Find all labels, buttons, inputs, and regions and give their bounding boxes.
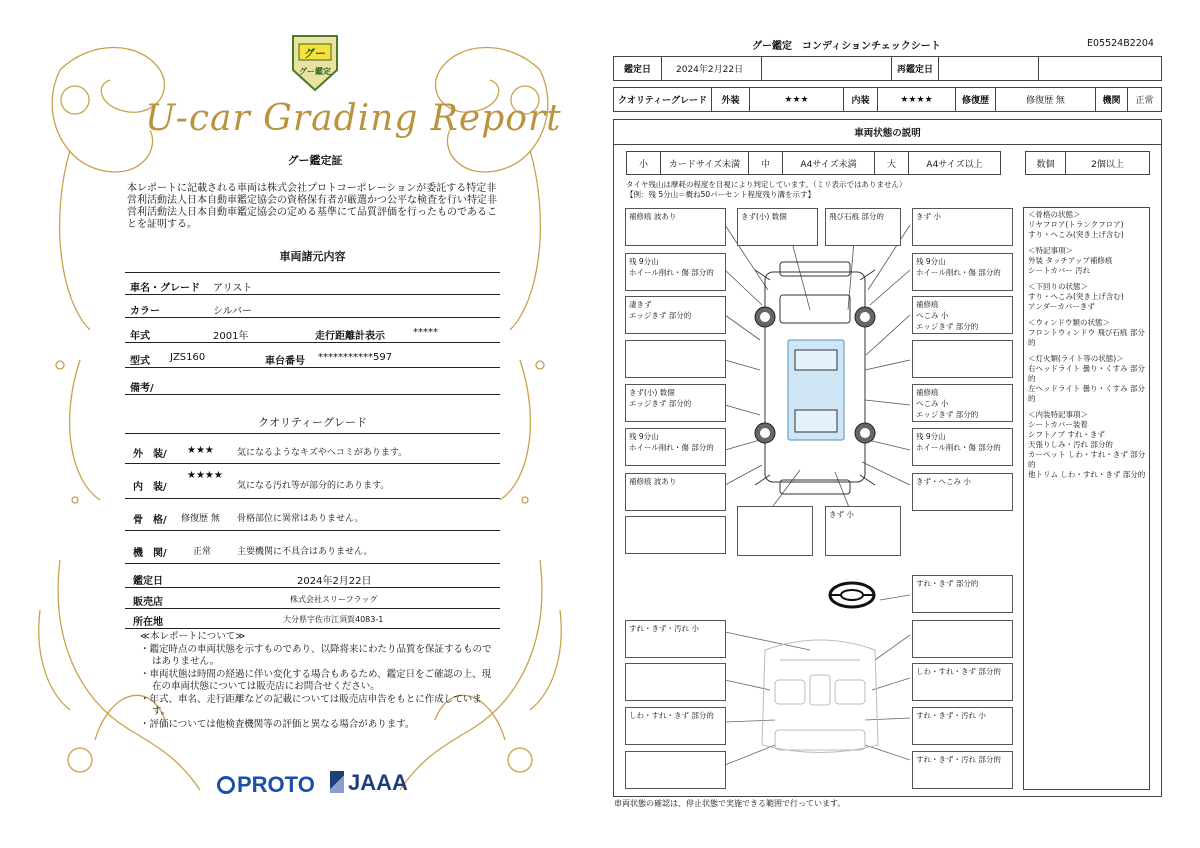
proto-logo-text: PROTO — [237, 772, 315, 797]
script-title: U-car Grading Report — [145, 98, 562, 139]
spec-value: ***** — [413, 327, 438, 338]
ext-value: ★★★ — [750, 88, 844, 111]
damage-label — [737, 506, 813, 556]
spec-row-color — [125, 296, 500, 318]
size-large-desc: A4サイズ以上 — [926, 159, 983, 170]
side-note: ＜下回りの状態＞ すり・へこみ(突き上げ含む) アンダーカバーきず — [1028, 282, 1124, 311]
spec-value: 2001年 — [213, 331, 249, 342]
spec-row-name — [125, 272, 500, 295]
footer-row-shop — [125, 589, 500, 609]
size-mid-desc: A4サイズ未満 — [783, 152, 875, 174]
date-table — [613, 56, 1162, 81]
jaaa-mark-icon — [330, 771, 344, 793]
quality-grade: ★★★ — [187, 445, 214, 456]
engine-value: 正常 — [1135, 96, 1154, 106]
spec-label: 車名・グレード — [130, 283, 200, 294]
side-note: ＜特記事項＞ 外装 タッチアップ補修痕 シートカバー 汚れ — [1028, 246, 1113, 275]
spec-row-remarks — [125, 373, 500, 395]
interior-label — [625, 663, 726, 701]
quality-desc: 骨格部位に異常はありません。 — [237, 514, 364, 524]
quality-desc: 気になる汚れ等が部分的にあります。 — [237, 481, 390, 491]
footer-label: 鑑定日 — [133, 576, 163, 587]
grade-label: クオリティーグレード — [614, 88, 712, 111]
note-item: ・評価については他検査機関等の評価と異なる場合があります。 — [140, 718, 415, 730]
footer-note: 車両状態の確認は、停止状態で実施できる範囲で行っています。 — [614, 799, 846, 808]
interior-label: しわ・すれ・きず 部分的 — [912, 663, 1013, 701]
footer-row-date — [125, 567, 500, 588]
size-large: 大 — [875, 152, 909, 174]
report-notes — [140, 631, 500, 731]
quality-grade: 修復歴 無 — [181, 514, 220, 524]
quality-row-interior — [125, 468, 500, 499]
count-label: 数個 — [1026, 152, 1066, 174]
spec-row-model — [125, 346, 500, 368]
tire-note — [626, 180, 907, 200]
quality-row-engine — [125, 535, 500, 564]
footer-label: 販売店 — [133, 597, 163, 608]
sheet-title: グー鑑定 コンディションチェックシート — [752, 41, 941, 52]
spec-label: 走行距離計表示 — [315, 331, 385, 342]
damage-label: 残 9分山 ホイール削れ・傷 部分的 — [912, 428, 1013, 466]
spec-value: JZS160 — [170, 352, 206, 363]
damage-label: 補修痕 波あり — [625, 473, 726, 511]
desc-heading: 車両状態の説明 — [614, 120, 1161, 145]
interior-label — [625, 751, 726, 789]
size-legend — [626, 151, 1001, 175]
repair-label: 修復歴 — [956, 88, 996, 111]
cert-title: グー鑑定証 — [287, 154, 343, 167]
damage-label — [625, 516, 726, 554]
quality-label: 骨 格/ — [133, 515, 167, 526]
interior-label: すれ・きず 部分的 — [912, 575, 1013, 613]
ext-label: 外装 — [712, 88, 750, 111]
spec-label: 年式 — [130, 331, 150, 342]
spec-row-year — [125, 321, 500, 343]
note-item: ・車両状態は時間の経過に伴い変化する場合もあるため、鑑定日をご確認の上、現在の車両状態については販売店にお問合せください。 — [140, 668, 492, 692]
damage-label: 凄きず エッジきず 部分的 — [625, 296, 726, 334]
grade-table — [613, 87, 1162, 112]
engine-label: 機関 — [1096, 88, 1128, 111]
damage-label: きず 小 — [912, 208, 1013, 246]
count-legend — [1025, 151, 1150, 175]
interior-label: すれ・きず・汚れ 部分的 — [912, 751, 1013, 789]
spec-value: シルバー — [213, 306, 253, 317]
size-small-desc: カードサイズ未満 — [661, 152, 749, 174]
damage-label: 残 9分山 ホイール削れ・傷 部分的 — [625, 428, 726, 466]
side-note: ＜ウィンドウ類の状態＞ フロントウィンドウ 飛び石痕 部分的 — [1028, 318, 1145, 347]
size-mid: 中 — [749, 152, 783, 174]
side-notes — [1028, 210, 1152, 785]
damage-label: 残 9分山 ホイール削れ・傷 部分的 — [912, 253, 1013, 291]
damage-label — [912, 340, 1013, 378]
damage-label: 補修痕 へこみ 小 エッジきず 部分的 — [912, 296, 1013, 334]
quality-label: 機 関/ — [133, 548, 167, 559]
goo-kantei-badge-icon — [285, 30, 345, 94]
note-item: ・年式、車名、走行距離などの記載については販売店申告をもとに作成しています。 — [140, 693, 482, 717]
spec-label: 車台番号 — [265, 356, 305, 367]
jaaa-logo-text: JAAA — [348, 770, 408, 795]
cert-body: 本レポートに記載される車両は株式会社プロトコーポレーションが委託する特定非営利活動法人日本自動車鑑定協会の資格保有者が厳選かつ公平な検査を行い特定非営利活動法人日本自動車鑑定協会の定める基準にて品質評価を行ったものであることを証明する。 — [127, 183, 497, 230]
repair-value: 修復歴 無 — [996, 88, 1096, 111]
damage-label — [625, 340, 726, 378]
side-note: ＜内装特記事項＞ シートカバー装着 シフトノブ すれ・きず 天張りしみ・汚れ 部分的 カーペット しわ・すれ・きず 部分的 他トリム しわ・すれ・きず 部分的 — [1028, 410, 1146, 479]
redate-label: 再鑑定日 — [892, 57, 939, 80]
footer-value: 大分県宇佐市江須賀4083-1 — [283, 615, 384, 624]
side-note: ＜骨格の状態＞ リヤフロア(トランクフロア) すり・へこみ(突き上げ含む) — [1028, 210, 1124, 239]
quality-row-exterior — [125, 437, 500, 464]
damage-label: きず(小) 数個 エッジきず 部分的 — [625, 384, 726, 422]
count-value: 2個以上 — [1091, 159, 1124, 170]
badge-text: グー鑑定 — [299, 67, 331, 76]
interior-label — [912, 620, 1013, 658]
tire-note-line: 【例：残 5分山＝概ね50パーセント程度残り溝を示す】 — [626, 190, 816, 199]
interior-label: しわ・すれ・きず 部分的 — [625, 707, 726, 745]
proto-mark-icon — [217, 776, 235, 794]
quality-grade: 正常 — [193, 547, 212, 557]
date-label: 鑑定日 — [614, 57, 662, 80]
spec-label: 型式 — [130, 356, 150, 367]
spec-heading: 車両諸元内容 — [279, 250, 346, 263]
quality-row-frame — [125, 502, 500, 531]
footer-value: 株式会社スリーフラッグ — [290, 595, 378, 604]
proto-logo — [217, 772, 315, 798]
int-label: 内装 — [844, 88, 878, 111]
spec-label: 備考/ — [130, 383, 154, 394]
quality-grade: ★★★★ — [187, 470, 223, 481]
damage-label: 補修痕 へこみ 小 エッジきず 部分的 — [912, 384, 1013, 422]
footer-value: 2024年2月22日 — [297, 576, 372, 587]
jaaa-logo — [330, 770, 408, 796]
spec-label: カラー — [130, 306, 160, 317]
quality-label: 内 装/ — [133, 482, 167, 493]
svg-text:グー: グー — [304, 47, 326, 60]
size-small: 小 — [627, 152, 661, 174]
quality-label: 外 装/ — [133, 449, 167, 460]
int-value: ★★★★ — [878, 88, 956, 111]
damage-label: きず(小) 数個 — [737, 208, 818, 246]
date-value: 2024年2月22日 — [662, 57, 762, 80]
interior-label: すれ・きず・汚れ 小 — [912, 707, 1013, 745]
steering-wheel-icon — [830, 583, 874, 607]
damage-label: 飛び石痕 部分的 — [825, 208, 901, 246]
damage-label: 残 9分山 ホイール削れ・傷 部分的 — [625, 253, 726, 291]
sheet-id: E05524B2204 — [1087, 38, 1154, 49]
side-note: ＜灯火類(ライト等の状態)＞ 右ヘッドライト 曇り・くすみ 部分的 左ヘッドライト 曇り・くすみ 部分的 — [1028, 354, 1146, 403]
note-item: ・鑑定時点の車両状態を示すものであり、以降将来にわたり品質を保証するものではありません。 — [140, 643, 492, 667]
quality-desc: 主要機関に不具合はありません。 — [237, 547, 373, 557]
footer-row-address — [125, 609, 500, 629]
spec-value: アリスト — [213, 283, 253, 294]
notes-title: ≪本レポートについて≫ — [140, 631, 246, 642]
damage-label: 補修痕 波あり — [625, 208, 726, 246]
spec-value: ***********597 — [318, 352, 393, 363]
tire-note-line: タイヤ残山は摩耗の程度を目視により判定しています。（ミリ表示ではありません） — [626, 180, 907, 189]
quality-desc: 気になるようなキズやヘコミがあります。 — [237, 448, 408, 458]
damage-label: きず 小 — [825, 506, 901, 556]
damage-label: きず・へこみ 小 — [912, 473, 1013, 511]
quality-heading: クオリティーグレード — [258, 416, 367, 429]
footer-label: 所在地 — [133, 617, 163, 628]
interior-label: すれ・きず・汚れ 小 — [625, 620, 726, 658]
